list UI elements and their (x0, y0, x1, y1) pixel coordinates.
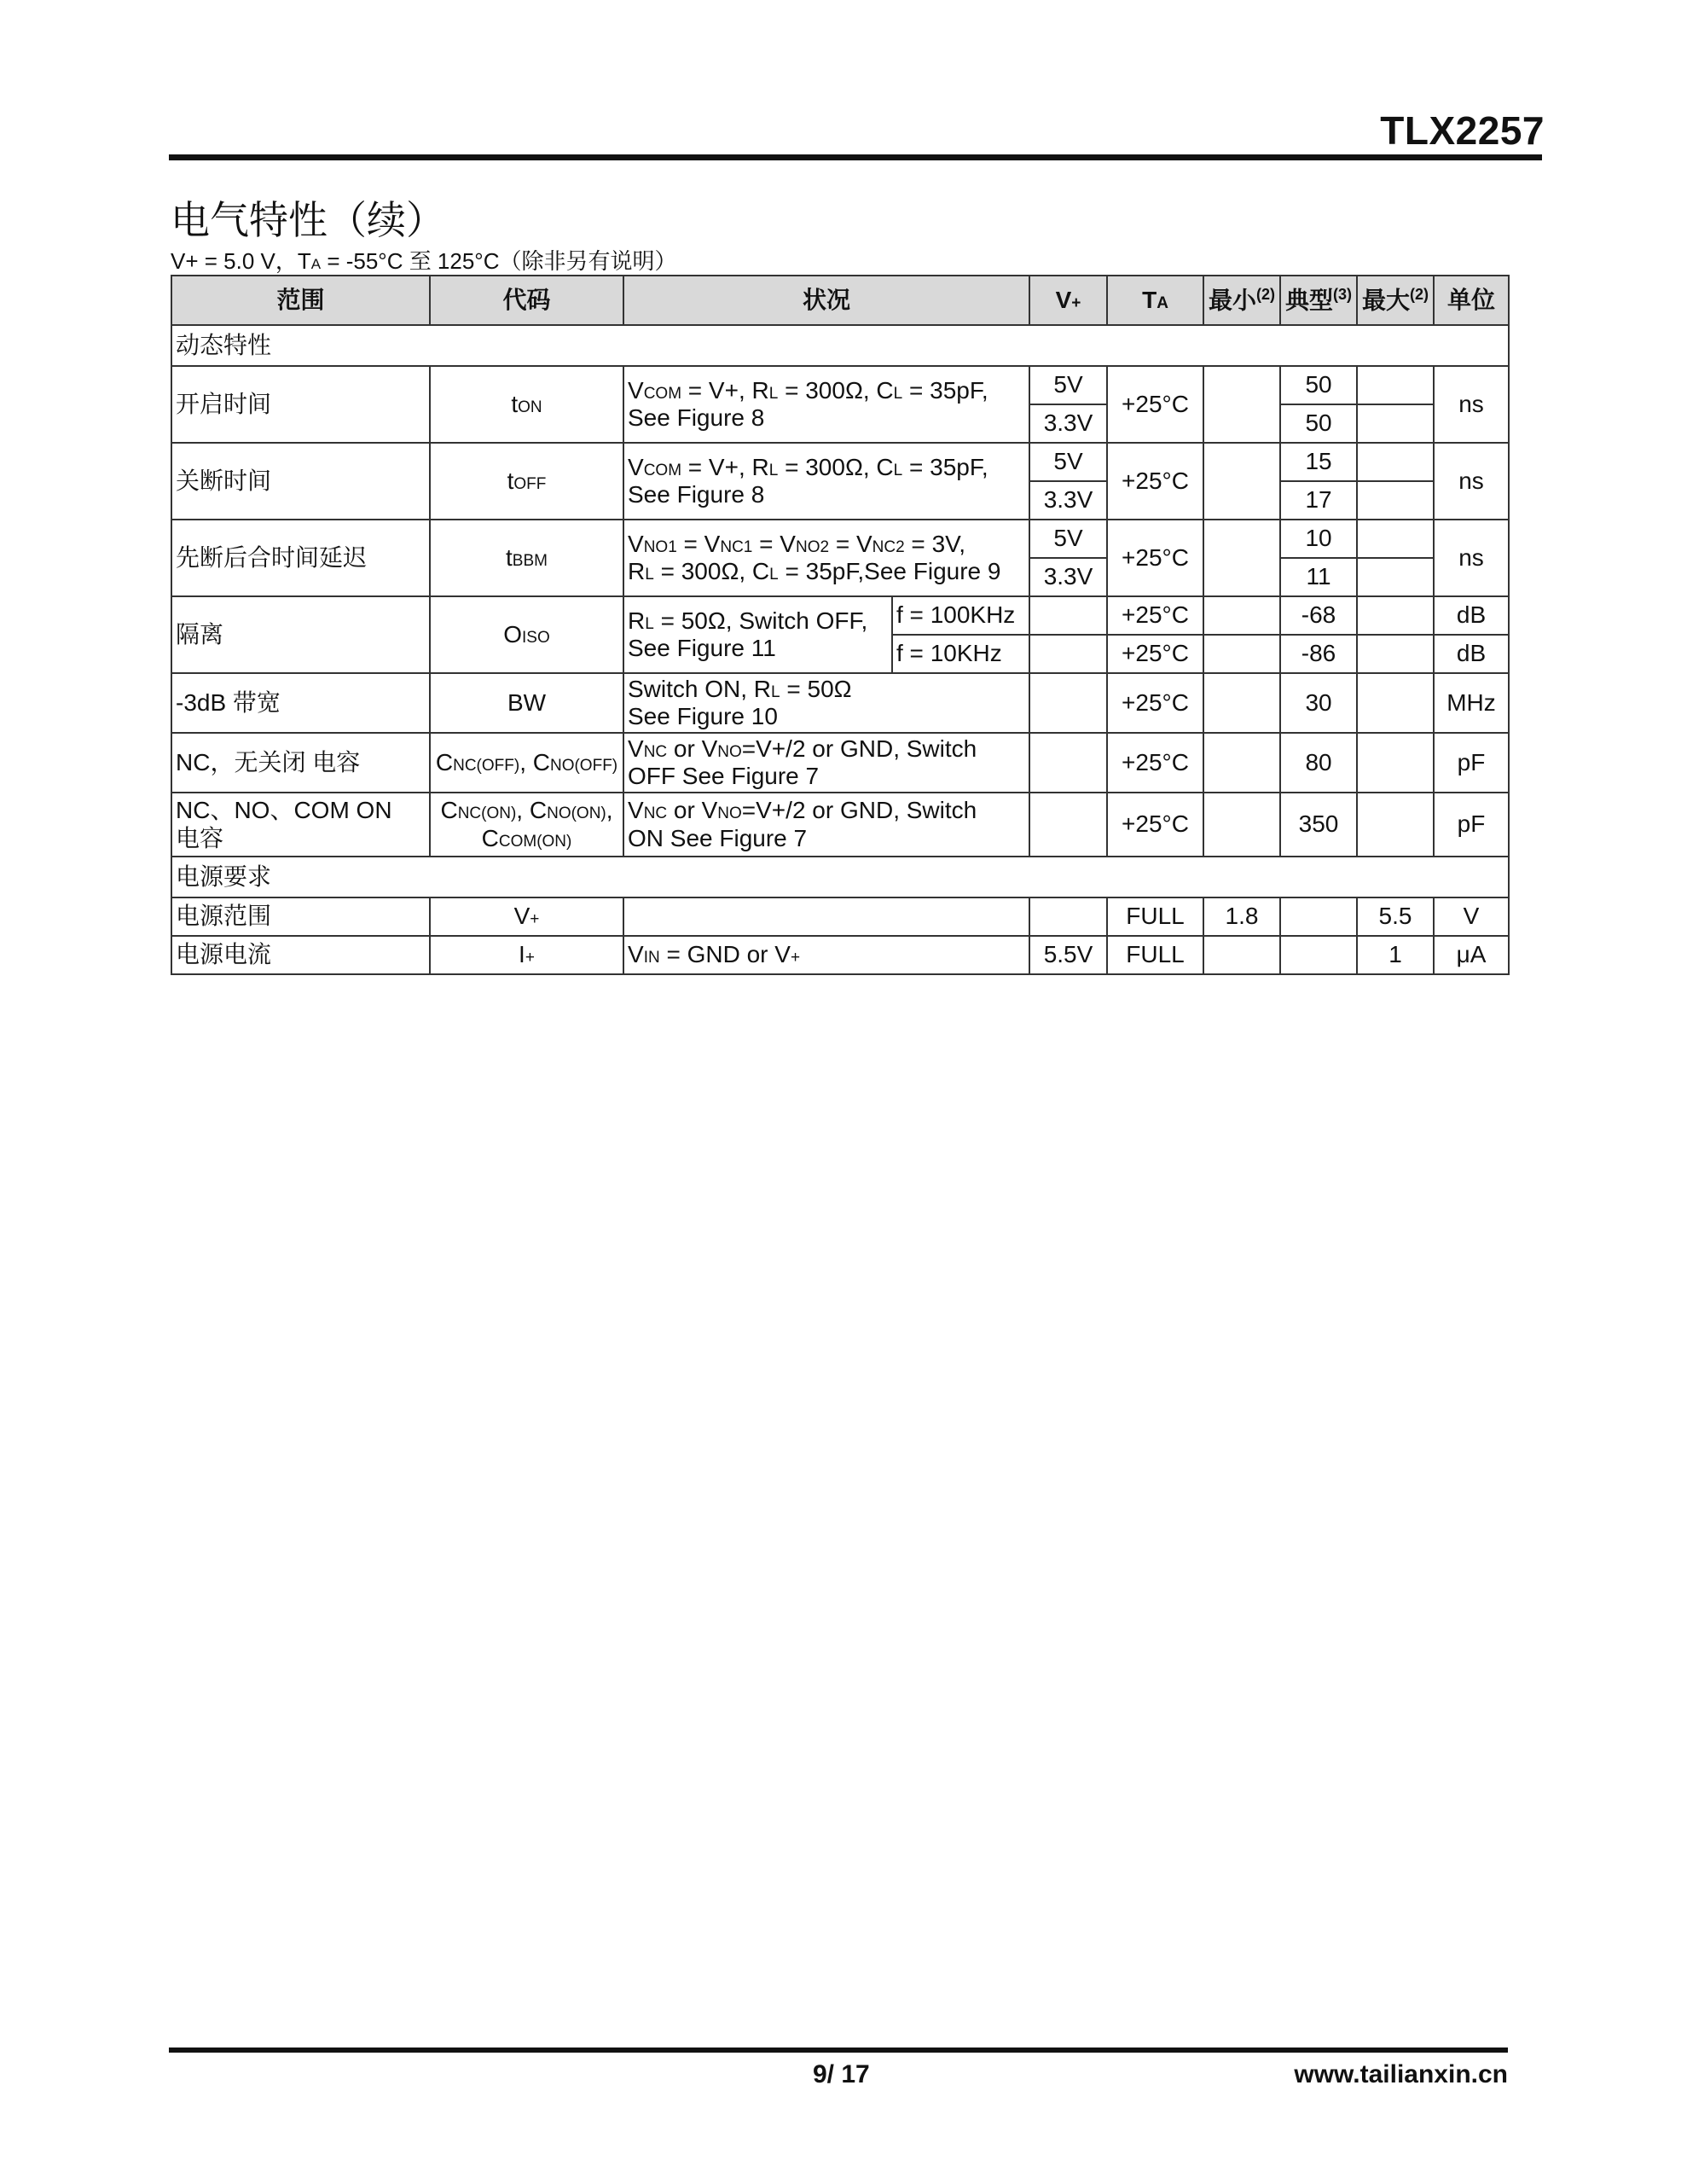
min-value (1203, 443, 1280, 520)
min-value (1203, 793, 1280, 857)
param-code: OISO (430, 596, 623, 673)
table-row-supply-current (171, 936, 1509, 974)
param-name: 电源范围 (171, 897, 430, 936)
col-max: 最大$^{(2)}$ (1357, 276, 1434, 325)
table-row-bandwidth (171, 673, 1509, 733)
param-name: 电源电流 (171, 936, 430, 974)
vplus-value: 3.3V (1029, 558, 1107, 596)
unit-value: pF (1434, 793, 1509, 857)
max-value (1357, 635, 1434, 673)
vplus-value: 3.3V (1029, 481, 1107, 520)
max-value (1357, 793, 1434, 857)
col-unit: 单位 (1434, 276, 1509, 325)
max-value (1357, 596, 1434, 635)
max-value (1357, 520, 1434, 558)
unit-value: μA (1434, 936, 1509, 974)
min-value (1203, 673, 1280, 733)
vplus-value: 5.5V (1029, 936, 1107, 974)
section-conditions: V+ = 5.0 V，TA = -55°C 至 125°C（除非另有说明） (171, 248, 677, 274)
min-value: 1.8 (1203, 897, 1280, 936)
param-name: 关断时间 (171, 443, 430, 520)
table-row-toff (171, 443, 1509, 481)
param-condition: Switch ON, RL = 50Ω See Figure 10 (623, 673, 1029, 733)
vplus-value: 5V (1029, 520, 1107, 558)
typ-value: 10 (1280, 520, 1357, 558)
unit-value: dB (1434, 596, 1509, 635)
typ-value: -86 (1280, 635, 1357, 673)
param-code: BW (430, 673, 623, 733)
param-condition: VNO1 = VNC1 = VNO2 = VNC2 = 3V, RL = 300Ω, CL = 35pF,See Figure 9 (623, 520, 1029, 596)
param-condition: RL = 50Ω, Switch OFF, See Figure 11 (623, 596, 892, 673)
max-value: 1 (1357, 936, 1434, 974)
table-row-isolation (171, 596, 1509, 635)
ta-value: +25°C (1107, 673, 1203, 733)
unit-value: pF (1434, 733, 1509, 793)
param-condition: VCOM = V+, RL = 300Ω, CL = 35pF, See Figure 8 (623, 443, 1029, 520)
param-condition: VIN = GND or V+ (623, 936, 1029, 974)
col-range: 范围 (171, 276, 430, 325)
param-code: V+ (430, 897, 623, 936)
ta-value: FULL (1107, 936, 1203, 974)
table-row-coff (171, 733, 1509, 793)
ta-value: +25°C (1107, 635, 1203, 673)
min-value (1203, 520, 1280, 596)
vplus-value (1029, 733, 1107, 793)
col-condition: 状况 (623, 276, 1029, 325)
max-value (1357, 366, 1434, 404)
max-value (1357, 558, 1434, 596)
min-value (1203, 936, 1280, 974)
max-value (1357, 673, 1434, 733)
typ-value (1280, 897, 1357, 936)
typ-value: -68 (1280, 596, 1357, 635)
max-value (1357, 481, 1434, 520)
ta-value: +25°C (1107, 596, 1203, 635)
param-name: NC，无关闭 电容 (171, 733, 430, 793)
min-value (1203, 596, 1280, 635)
param-condition (623, 897, 1029, 936)
param-name: 隔离 (171, 596, 430, 673)
section-title: 电气特性（续） (171, 197, 445, 243)
ta-value: FULL (1107, 897, 1203, 936)
ta-value: +25°C (1107, 443, 1203, 520)
vplus-value: 3.3V (1029, 404, 1107, 443)
max-value (1357, 733, 1434, 793)
section-row-dynamic: 动态特性 (171, 325, 1509, 366)
ta-value: +25°C (1107, 366, 1203, 443)
vplus-value (1029, 897, 1107, 936)
param-code: tON (430, 366, 623, 443)
unit-value: V (1434, 897, 1509, 936)
unit-value: MHz (1434, 673, 1509, 733)
freq-value: f = 100KHz (892, 596, 1029, 635)
vplus-value (1029, 793, 1107, 857)
col-vplus: V+ (1029, 276, 1107, 325)
typ-value: 30 (1280, 673, 1357, 733)
typ-value: 50 (1280, 366, 1357, 404)
param-name: 开启时间 (171, 366, 430, 443)
vplus-value: 5V (1029, 366, 1107, 404)
website-url: www.tailianxin.cn (1294, 2060, 1508, 2088)
param-code: CNC(ON), CNO(ON), CCOM(ON) (430, 793, 623, 857)
min-value (1203, 366, 1280, 443)
param-code: tBBM (430, 520, 623, 596)
unit-value: ns (1434, 366, 1509, 443)
unit-value: ns (1434, 443, 1509, 520)
freq-value: f = 10KHz (892, 635, 1029, 673)
param-code: CNC(OFF), CNO(OFF) (430, 733, 623, 793)
footer-rule (169, 2048, 1508, 2053)
unit-value: dB (1434, 635, 1509, 673)
table-row-supply-range (171, 897, 1509, 936)
typ-value: 17 (1280, 481, 1357, 520)
page-number: 9/ 17 (813, 2060, 870, 2088)
max-value: 5.5 (1357, 897, 1434, 936)
max-value (1357, 443, 1434, 481)
typ-value: 350 (1280, 793, 1357, 857)
param-name: -3dB 带宽 (171, 673, 430, 733)
part-number: TLX2257 (1380, 108, 1545, 153)
vplus-value (1029, 596, 1107, 635)
ta-value: +25°C (1107, 733, 1203, 793)
section-row-power: 电源要求 (171, 857, 1509, 897)
table-row-con (171, 793, 1509, 857)
param-name: NC、NO、COM ON 电容 (171, 793, 430, 857)
table-row-ton (171, 366, 1509, 404)
min-value (1203, 733, 1280, 793)
col-typ: 典型$^{(3)}$ (1280, 276, 1357, 325)
spec-table (171, 275, 1510, 975)
param-condition: VNC or VNO=V+/2 or GND, Switch ON See Figure 7 (623, 793, 1029, 857)
table-row-tbbm (171, 520, 1509, 558)
typ-value (1280, 936, 1357, 974)
ta-value: +25°C (1107, 520, 1203, 596)
typ-value: 50 (1280, 404, 1357, 443)
param-code: tOFF (430, 443, 623, 520)
param-name: 先断后合时间延迟 (171, 520, 430, 596)
col-ta: TA (1107, 276, 1203, 325)
param-code: I+ (430, 936, 623, 974)
col-min: 最小$^{(2)}$ (1203, 276, 1280, 325)
typ-value: 80 (1280, 733, 1357, 793)
param-condition: VNC or VNO=V+/2 or GND, Switch OFF See Figure 7 (623, 733, 1029, 793)
typ-value: 11 (1280, 558, 1357, 596)
vplus-value: 5V (1029, 443, 1107, 481)
header-rule (169, 154, 1542, 160)
typ-value: 15 (1280, 443, 1357, 481)
param-condition: VCOM = V+, RL = 300Ω, CL = 35pF, See Figure 8 (623, 366, 1029, 443)
table-header-row (171, 276, 1509, 325)
unit-value: ns (1434, 520, 1509, 596)
ta-value: +25°C (1107, 793, 1203, 857)
vplus-value (1029, 673, 1107, 733)
col-code: 代码 (430, 276, 623, 325)
min-value (1203, 635, 1280, 673)
max-value (1357, 404, 1434, 443)
vplus-value (1029, 635, 1107, 673)
